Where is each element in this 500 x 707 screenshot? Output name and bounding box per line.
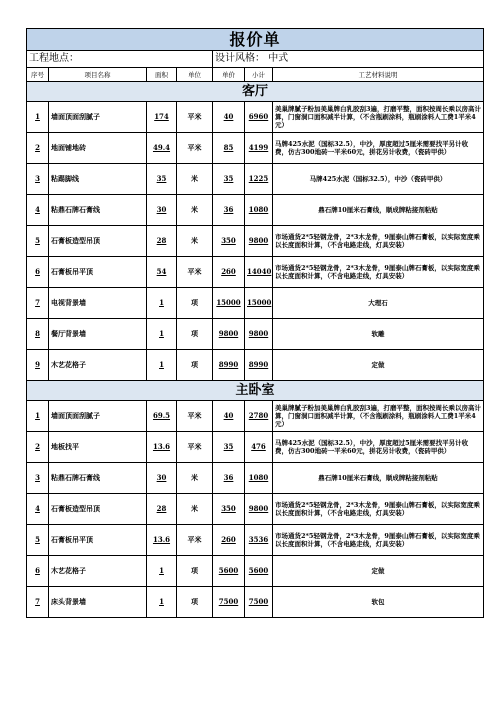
row-area: 13.6 <box>147 432 177 463</box>
quotation-sheet <box>26 28 483 618</box>
row-index: 9 <box>27 350 49 381</box>
row-desc: 马牌425水泥（国标32.5），中沙（瓷砖甲供） <box>273 164 484 195</box>
row-price: 36 <box>213 195 245 226</box>
row-total: 14040 <box>245 257 273 288</box>
table-row <box>27 319 484 350</box>
row-total: 7500 <box>245 587 273 618</box>
row-unit: 平米 <box>177 525 213 556</box>
section-title: 客厅 <box>27 82 484 102</box>
row-index: 3 <box>27 164 49 195</box>
table-row <box>27 226 484 257</box>
row-price: 9800 <box>213 319 245 350</box>
row-area: 1 <box>147 288 177 319</box>
row-total: 8990 <box>245 350 273 381</box>
row-unit: 米 <box>177 463 213 494</box>
row-name: 木艺花格子 <box>49 350 147 381</box>
row-unit: 米 <box>177 164 213 195</box>
page-title: 报价单 <box>27 29 484 51</box>
row-unit: 项 <box>177 556 213 587</box>
row-total: 15000 <box>245 288 273 319</box>
row-price: 85 <box>213 133 245 164</box>
table-row <box>27 195 484 226</box>
row-area: 13.6 <box>147 525 177 556</box>
row-desc: 软包 <box>273 587 484 618</box>
row-total: 1225 <box>245 164 273 195</box>
section-row <box>27 82 484 102</box>
row-price: 350 <box>213 494 245 525</box>
row-unit: 项 <box>177 319 213 350</box>
header-area: 面积 <box>147 68 177 82</box>
row-unit: 米 <box>177 195 213 226</box>
row-total: 5600 <box>245 556 273 587</box>
row-name: 石膏板造型吊顶 <box>49 494 147 525</box>
row-price: 35 <box>213 432 245 463</box>
row-desc: 定做 <box>273 350 484 381</box>
row-area: 49.4 <box>147 133 177 164</box>
row-area: 54 <box>147 257 177 288</box>
row-index: 6 <box>27 556 49 587</box>
row-total: 476 <box>245 432 273 463</box>
row-name: 墙面顶面刮腻子 <box>49 102 147 133</box>
row-name: 石膏板造型吊顶 <box>49 226 147 257</box>
row-desc: 定做 <box>273 556 484 587</box>
title-row <box>27 29 484 51</box>
row-unit: 项 <box>177 350 213 381</box>
row-index: 1 <box>27 401 49 432</box>
row-unit: 米 <box>177 494 213 525</box>
table-row <box>27 432 484 463</box>
row-name: 餐厅背景墙 <box>49 319 147 350</box>
row-desc: 软雕 <box>273 319 484 350</box>
table-row <box>27 133 484 164</box>
row-unit: 平米 <box>177 432 213 463</box>
table-row <box>27 525 484 556</box>
table-row <box>27 288 484 319</box>
row-total: 2780 <box>245 401 273 432</box>
info-row <box>27 51 484 68</box>
row-unit: 平米 <box>177 257 213 288</box>
table-row <box>27 587 484 618</box>
row-desc: 美巢牌腻子粉加美巢牌白乳胶刮3遍，打磨平整，面积按周长乘以房高计算，门窗洞口面积减半计算，（不含瓶刷涂料，瓶刷涂料人工费1平米4元） <box>273 401 484 432</box>
row-index: 5 <box>27 226 49 257</box>
row-desc: 大理石 <box>273 288 484 319</box>
row-total: 6960 <box>245 102 273 133</box>
table-row <box>27 257 484 288</box>
header-unit: 单位 <box>177 68 213 82</box>
row-name: 地板找平 <box>49 432 147 463</box>
row-index: 7 <box>27 288 49 319</box>
row-price: 350 <box>213 226 245 257</box>
row-name: 石膏板吊平顶 <box>49 257 147 288</box>
row-area: 30 <box>147 463 177 494</box>
row-name: 墙面顶面刮腻子 <box>49 401 147 432</box>
style-value: 中式 <box>268 53 289 64</box>
style-label: 设计风格： <box>215 53 265 64</box>
row-total: 1080 <box>245 463 273 494</box>
row-index: 3 <box>27 463 49 494</box>
table-row <box>27 401 484 432</box>
row-unit: 平米 <box>177 401 213 432</box>
row-area: 1 <box>147 319 177 350</box>
row-index: 7 <box>27 587 49 618</box>
row-index: 5 <box>27 525 49 556</box>
row-name: 地面铺地砖 <box>49 133 147 164</box>
row-total: 1080 <box>245 195 273 226</box>
row-total: 3536 <box>245 525 273 556</box>
row-name: 石膏板吊平顶 <box>49 525 147 556</box>
row-price: 40 <box>213 401 245 432</box>
row-total: 9800 <box>245 494 273 525</box>
row-name: 床头背景墙 <box>49 587 147 618</box>
header-row <box>27 68 484 82</box>
row-index: 8 <box>27 319 49 350</box>
row-desc: 马牌425水泥（国标32.5），中沙，厚度超过5厘米需要找平另计收费，仿古300地砖一平米60元，拼花另计收费，（瓷砖甲供） <box>273 133 484 164</box>
row-price: 5600 <box>213 556 245 587</box>
table-row <box>27 463 484 494</box>
section-row <box>27 381 484 401</box>
row-total: 9800 <box>245 226 273 257</box>
table-row <box>27 164 484 195</box>
row-price: 36 <box>213 463 245 494</box>
row-price: 260 <box>213 525 245 556</box>
header-name: 项目名称 <box>49 68 147 82</box>
row-total: 4199 <box>245 133 273 164</box>
row-area: 35 <box>147 164 177 195</box>
row-area: 28 <box>147 226 177 257</box>
style-cell <box>213 51 484 68</box>
row-index: 6 <box>27 257 49 288</box>
header-desc: 工艺材料说明 <box>273 68 484 82</box>
table-row <box>27 494 484 525</box>
header-index: 序号 <box>27 68 49 82</box>
location-label: 工程地点： <box>27 51 213 68</box>
row-desc: 美巢牌腻子粉加美巢牌白乳胶刮3遍，打磨平整，面积按周长乘以房高计算，门窗洞口面积减半计算，（不含瓶刷涂料，瓶刷涂料人工费1平米4元） <box>273 102 484 133</box>
table-row <box>27 102 484 133</box>
table-row <box>27 556 484 587</box>
row-area: 28 <box>147 494 177 525</box>
row-price: 40 <box>213 102 245 133</box>
row-name: 电视背景墙 <box>49 288 147 319</box>
row-unit: 项 <box>177 288 213 319</box>
quotation-table <box>26 28 484 618</box>
row-index: 4 <box>27 195 49 226</box>
row-unit: 项 <box>177 587 213 618</box>
row-area: 30 <box>147 195 177 226</box>
row-desc: 鼎石牌10厘米石膏线，顺成牌粘接剂粘贴 <box>273 195 484 226</box>
row-name: 粘踢脚线 <box>49 164 147 195</box>
row-price: 7500 <box>213 587 245 618</box>
row-name: 粘鼎石牌石膏线 <box>49 195 147 226</box>
row-price: 260 <box>213 257 245 288</box>
table-row <box>27 350 484 381</box>
row-name: 粘鼎石牌石膏线 <box>49 463 147 494</box>
row-total: 9800 <box>245 319 273 350</box>
row-name: 木艺花格子 <box>49 556 147 587</box>
row-desc: 市场通货2*5轻钢龙骨，2*3木龙骨，9厘泰山牌石膏板，以实际宽度乘以长度面积计算，（不含电路走线，灯具安装） <box>273 494 484 525</box>
row-area: 1 <box>147 350 177 381</box>
row-desc: 鼎石牌10厘米石膏线，顺成牌粘接剂粘贴 <box>273 463 484 494</box>
row-desc: 市场通货2*5轻钢龙骨，2*3木龙骨，9厘泰山牌石膏板，以实际宽度乘以长度面积计算，（不含电路走线，灯具安装） <box>273 226 484 257</box>
row-index: 1 <box>27 102 49 133</box>
header-price: 单价 <box>213 68 245 82</box>
row-desc: 市场通货2*5轻钢龙骨，2*3木龙骨，9厘泰山牌石膏板，以实际宽度乘以长度面积计算，（不含电路走线，灯具安装） <box>273 257 484 288</box>
row-index: 2 <box>27 432 49 463</box>
section-title: 主卧室 <box>27 381 484 401</box>
row-price: 15000 <box>213 288 245 319</box>
row-unit: 平米 <box>177 133 213 164</box>
header-total: 小计 <box>245 68 273 82</box>
row-price: 8990 <box>213 350 245 381</box>
row-area: 69.5 <box>147 401 177 432</box>
row-unit: 米 <box>177 226 213 257</box>
row-desc: 市场通货2*5轻钢龙骨，2*3木龙骨，9厘泰山牌石膏板，以实际宽度乘以长度面积计算，（不含电路走线，灯具安装） <box>273 525 484 556</box>
row-index: 2 <box>27 133 49 164</box>
row-desc: 马牌425水泥（国标32.5），中沙，厚度超过5厘米需要找平另计收费，仿古300地砖一平米60元，拼花另计收费，（瓷砖甲供） <box>273 432 484 463</box>
row-index: 4 <box>27 494 49 525</box>
row-area: 1 <box>147 587 177 618</box>
row-area: 1 <box>147 556 177 587</box>
row-unit: 平米 <box>177 102 213 133</box>
row-area: 174 <box>147 102 177 133</box>
row-price: 35 <box>213 164 245 195</box>
